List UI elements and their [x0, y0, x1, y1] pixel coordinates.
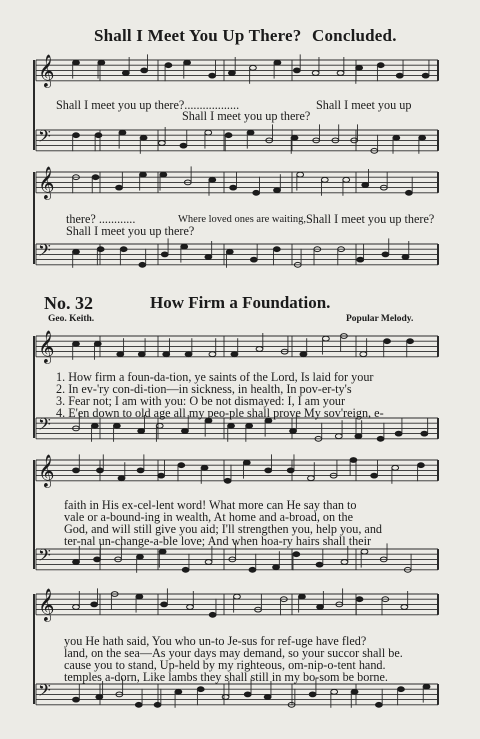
treble-clef-icon: 𝄞: [38, 166, 55, 199]
note-head: [273, 565, 280, 570]
note-head: [137, 554, 144, 559]
note-head: [91, 602, 98, 607]
treble-clef-icon: 𝄞: [38, 454, 55, 487]
page-title: Shall I Meet You Up There?: [94, 26, 302, 45]
note-head: [73, 60, 80, 65]
note-head: [205, 130, 212, 135]
note-head: [375, 702, 382, 707]
note-head: [137, 468, 144, 473]
note-head: [250, 257, 257, 262]
note-head: [246, 423, 253, 428]
note-head: [122, 71, 129, 76]
hymn-author: Geo. Keith.: [48, 314, 95, 324]
note-head: [222, 695, 229, 700]
note-head: [291, 135, 298, 140]
note-head: [113, 423, 120, 428]
note-head: [209, 352, 216, 357]
note-head: [316, 562, 323, 567]
note-head: [73, 697, 80, 702]
verse-2-line: 2. In ev-'ry con-di-tion—in sickness, in health, In pov-er-ty's: [56, 382, 352, 396]
verse-3-line: 3. Fear not; I am with you: O be not dismayed: I, I am your: [56, 394, 346, 408]
note-head: [264, 695, 271, 700]
verse-1-line: you He hath said, You who un-to Je-sus for ref-uge have fled?: [64, 634, 367, 648]
note-head: [161, 602, 168, 607]
note-head: [273, 247, 280, 252]
note-head: [158, 473, 165, 478]
note-head: [244, 692, 251, 697]
note-head: [175, 689, 182, 694]
note-head: [341, 560, 348, 565]
note-head: [317, 605, 324, 610]
note-head: [73, 249, 80, 254]
note-head: [308, 476, 315, 481]
note-head: [396, 73, 403, 78]
bass-clef-icon: 𝄢: [38, 240, 51, 264]
note-head: [182, 567, 189, 572]
verse-3-line: God, and will still give you aid; I'll strengthen you, help you, and: [64, 522, 383, 536]
note-head: [361, 549, 368, 554]
note-head: [94, 557, 101, 562]
note-head: [419, 135, 426, 140]
note-head: [73, 133, 80, 138]
note-head: [422, 73, 429, 78]
note-head: [120, 247, 127, 252]
note-head: [392, 465, 399, 470]
note-head: [154, 702, 161, 707]
note-head: [163, 352, 170, 357]
note-head: [201, 465, 208, 470]
note-head: [356, 65, 363, 70]
note-head: [138, 352, 145, 357]
note-head: [423, 684, 430, 689]
note-head: [140, 135, 147, 140]
note-head: [116, 185, 123, 190]
note-head: [417, 463, 424, 468]
note-head: [377, 436, 384, 441]
note-head: [421, 431, 428, 436]
note-head: [73, 468, 80, 473]
note-head: [287, 468, 294, 473]
note-head: [384, 339, 391, 344]
note-head: [209, 612, 216, 617]
note-head: [182, 429, 189, 434]
note-head: [228, 71, 235, 76]
note-head: [205, 560, 212, 565]
note-head: [118, 476, 125, 481]
note-head: [312, 71, 319, 76]
hymn-number: No. 32: [44, 293, 93, 313]
note-head: [382, 252, 389, 257]
note-head: [243, 460, 250, 465]
verse-1-line: 1. How firm a foun-da-tion, ye saints of the Lord, Is laid for your: [56, 370, 374, 384]
note-head: [405, 190, 412, 195]
note-head: [355, 434, 362, 439]
note-head: [299, 594, 306, 599]
note-head: [180, 143, 187, 148]
hymn-title: How Firm a Foundation.: [150, 293, 331, 312]
note-head: [322, 336, 329, 341]
note-head: [247, 130, 254, 135]
note-head: [97, 247, 104, 252]
note-head: [231, 352, 238, 357]
note-head: [290, 429, 297, 434]
note-head: [73, 560, 80, 565]
note-head: [265, 468, 272, 473]
note-head: [205, 255, 212, 260]
note-head: [73, 341, 80, 346]
note-head: [209, 177, 216, 182]
note-head: [97, 468, 104, 473]
verse-2-line: vale or a-bound-ing in wealth, At home and a-broad, on the: [64, 510, 354, 524]
lyric-line: Where loved ones are waiting,: [178, 214, 306, 225]
note-head: [181, 244, 188, 249]
note-head: [234, 594, 241, 599]
lyric-line: Shall I meet you up: [316, 98, 412, 112]
note-head: [274, 60, 281, 65]
treble-clef-icon: 𝄞: [38, 54, 55, 87]
note-head: [398, 687, 405, 692]
note-head: [91, 423, 98, 428]
note-head: [185, 352, 192, 357]
note-head: [224, 478, 231, 483]
verse-3-line: cause you to stand, Up-held by my righteous, om-nip-o-tent hand.: [64, 658, 386, 672]
note-head: [187, 605, 194, 610]
note-head: [395, 431, 402, 436]
note-head: [407, 339, 414, 344]
note-head: [253, 190, 260, 195]
note-head: [184, 60, 191, 65]
note-head: [250, 65, 257, 70]
verse-4-line: 4. E'en down to old age all my peo-ple shall prove My sov'reign, e-: [56, 406, 384, 420]
lyric-line: Shall I meet you up there?..................: [56, 98, 240, 112]
lyric-line: there? ............: [66, 212, 136, 226]
note-head: [139, 262, 146, 267]
note-head: [158, 141, 165, 146]
note-head: [159, 549, 166, 554]
note-head: [119, 130, 126, 135]
bass-clef-icon: 𝄢: [38, 545, 51, 569]
note-head: [96, 695, 103, 700]
bass-clef-icon: 𝄢: [38, 414, 51, 438]
bass-clef-icon: 𝄢: [38, 680, 51, 704]
verse-2-line: land, on the sea—As your days may demand, so your succor shall be.: [64, 646, 403, 660]
note-head: [165, 63, 172, 68]
bass-clef-icon: 𝄢: [38, 126, 51, 150]
note-head: [225, 133, 232, 138]
note-head: [135, 702, 142, 707]
note-head: [117, 352, 124, 357]
note-head: [293, 552, 300, 557]
note-head: [337, 71, 344, 76]
note-head: [357, 257, 364, 262]
page-title-concluded: Concluded.: [312, 26, 397, 45]
note-head: [335, 434, 342, 439]
note-head: [300, 352, 307, 357]
note-head: [92, 175, 99, 180]
treble-clef-icon: 𝄞: [38, 588, 55, 621]
lyric-line: Shall I meet you up there?: [306, 212, 435, 226]
note-head: [309, 692, 316, 697]
verse-1-line: faith in His ex-cel-lent word! What more can He say than to: [64, 498, 357, 512]
note-head: [98, 60, 105, 65]
treble-clef-icon: 𝄞: [38, 330, 55, 363]
note-head: [156, 423, 163, 428]
note-head: [256, 347, 263, 352]
note-head: [401, 605, 408, 610]
note-head: [297, 172, 304, 177]
verse-4-line: ter-nal un-change-a-ble love; And when hoa-ry hairs shall their: [64, 534, 372, 548]
note-head: [230, 185, 237, 190]
note-head: [160, 172, 167, 177]
note-head: [331, 689, 338, 694]
note-head: [402, 255, 409, 260]
note-head: [377, 63, 384, 68]
note-head: [321, 177, 328, 182]
note-head: [226, 249, 233, 254]
note-head: [140, 172, 147, 177]
note-head: [360, 352, 367, 357]
note-head: [356, 597, 363, 602]
note-head: [138, 429, 145, 434]
note-head: [141, 68, 148, 73]
note-head: [274, 188, 281, 193]
lyric-line: Shall I meet you up there?: [66, 224, 195, 238]
note-head: [197, 687, 204, 692]
note-head: [371, 473, 378, 478]
note-head: [94, 341, 101, 346]
note-head: [249, 567, 256, 572]
note-head: [343, 177, 350, 182]
note-head: [293, 68, 300, 73]
hymn-tune: Popular Melody.: [346, 314, 414, 324]
note-head: [178, 463, 185, 468]
lyric-line: Shall I meet you up there?: [182, 109, 311, 123]
note-head: [393, 135, 400, 140]
note-head: [73, 605, 80, 610]
note-head: [228, 423, 235, 428]
note-head: [362, 183, 369, 188]
verse-4-line: temples a-dorn, Like lambs they shall still in my bo-som be borne.: [64, 670, 388, 684]
note-head: [209, 73, 216, 78]
note-head: [161, 252, 168, 257]
note-head: [136, 594, 143, 599]
note-head: [95, 133, 102, 138]
note-head: [350, 458, 357, 463]
note-head: [351, 689, 358, 694]
